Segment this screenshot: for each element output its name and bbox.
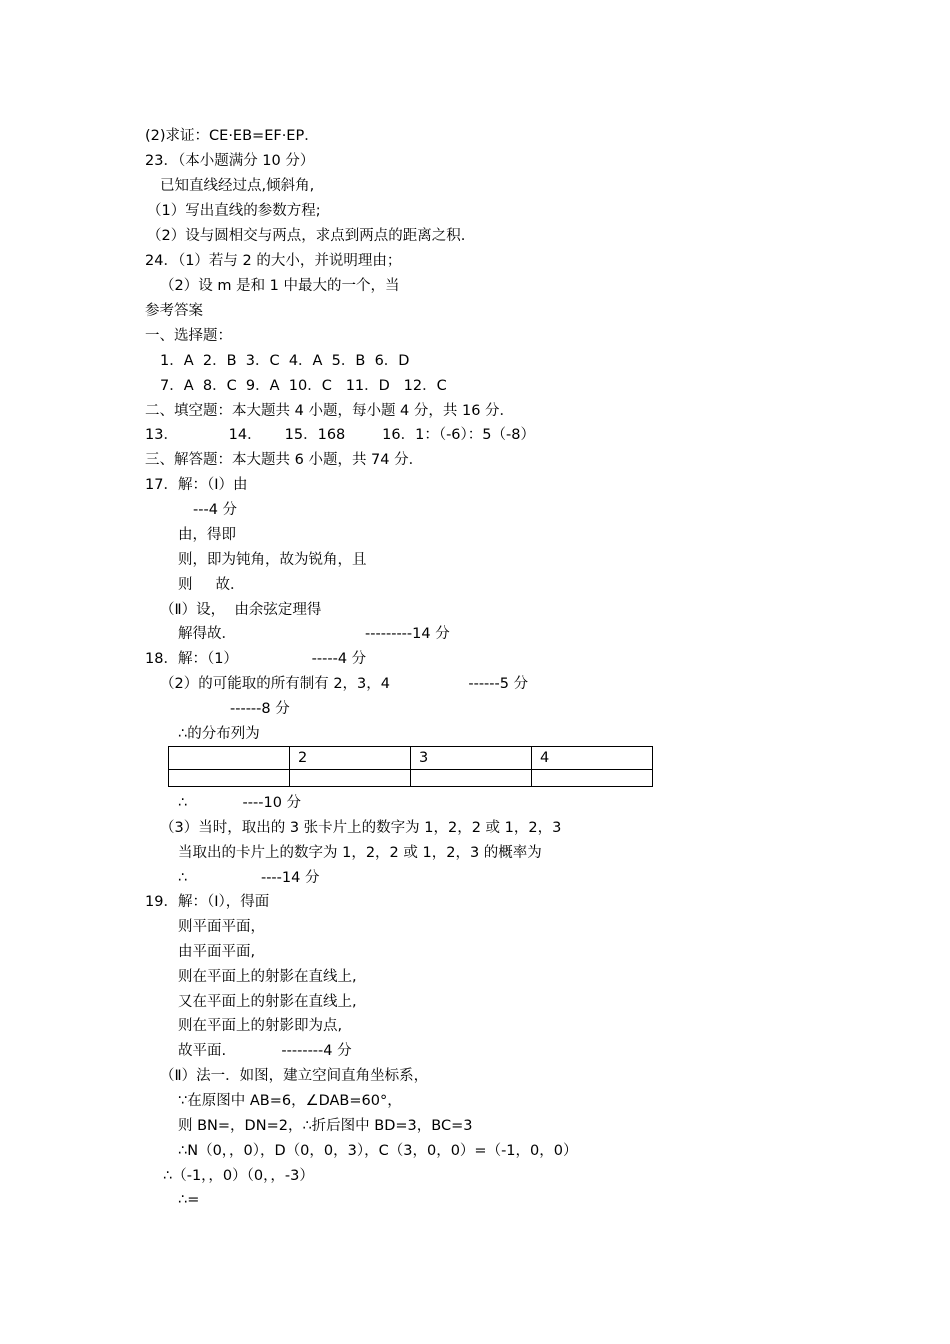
text-line: ∴= [178, 1192, 200, 1208]
text-line: （1）写出直线的参数方程; [147, 203, 321, 219]
text-line: 7．A 8．C 9．A 10．C 11．D 12．C [160, 378, 447, 394]
text-line: ---4 分 [193, 502, 238, 518]
text-line: 则 BN=，DN=2，∴折后图中 BD=3，BC=3 [178, 1118, 473, 1134]
table-cell [169, 747, 290, 770]
text-line: （2）的可能取的所有制有 2，3，4 ------5 分 [160, 676, 529, 692]
table-cell: 3 [411, 747, 532, 770]
text-line: (2)求证：CE·EB=EF·EP． [145, 128, 319, 144]
text-line: 23．（本小题满分 10 分） [145, 153, 315, 169]
text-line: 已知直线经过点,倾斜角, [160, 178, 315, 194]
text-line: 故平面. --------4 分 [178, 1043, 352, 1059]
text-line: （3）当时，取出的 3 张卡片上的数字为 1，2，2 或 1，2，3 [160, 820, 562, 836]
table-cell: 2 [290, 747, 411, 770]
text-line: 13． 14． 15．168 16．1：（-6）：5（-8） [145, 427, 535, 443]
text-line: （Ⅱ）法一．如图，建立空间直角坐标系， [160, 1068, 429, 1084]
text-line: 1．A 2．B 3．C 4．A 5．B 6．D [160, 353, 410, 369]
text-line: 参考答案 [145, 303, 203, 319]
text-line: ∴ ----10 分 [178, 795, 302, 811]
distribution-table [168, 746, 653, 787]
text-line: （2）设与圆相交与两点，求点到两点的距离之积. [147, 228, 466, 244]
text-line: ∴的分布列为 [178, 726, 260, 742]
text-line: 当取出的卡片上的数字为 1，2，2 或 1，2，3 的概率为 [178, 845, 542, 861]
table-cell [169, 770, 290, 787]
text-line: ∴（-1，，0）（0，，-3） [163, 1168, 314, 1184]
text-line: 三、解答题：本大题共 6 小题，共 74 分． [145, 452, 424, 468]
text-line: ∴N（0，，0），D（0，0，3），C（3，0，0）=（-1，0，0） [178, 1143, 578, 1159]
text-line: 17．解：（Ⅰ）由 [145, 477, 248, 493]
text-line: 由平面平面, [178, 944, 256, 960]
text-line: 则，即为钝角，故为锐角，且 [178, 552, 367, 568]
text-line: 则在平面上的射影即为点, [178, 1018, 343, 1034]
text-line: ∵在原图中 AB=6，∠DAB=60°， [178, 1093, 402, 1109]
text-line: ∴ ----14 分 [178, 870, 320, 886]
table-cell: 4 [532, 747, 653, 770]
text-line: 则 故． [178, 577, 245, 593]
text-line: 18．解：（1） -----4 分 [145, 651, 367, 667]
text-line: ------8 分 [230, 701, 290, 717]
table-cell [290, 770, 411, 787]
text-line: 19．解：（Ⅰ），得面 [145, 894, 270, 910]
text-line: 由，得即 [178, 527, 236, 543]
text-line: 一、选择题： [145, 328, 232, 344]
text-line: 则在平面上的射影在直线上, [178, 969, 357, 985]
table-cell [532, 770, 653, 787]
text-line: 则平面平面， [178, 919, 265, 935]
text-line: （Ⅱ）设， 由余弦定理得 [160, 602, 322, 618]
text-line: 又在平面上的射影在直线上, [178, 994, 357, 1010]
table-cell [411, 770, 532, 787]
text-line: 二、填空题：本大题共 4 小题，每小题 4 分，共 16 分． [145, 403, 515, 419]
text-line: （2）设 m 是和 1 中最大的一个，当 [160, 278, 400, 294]
text-line: 24．（1）若与 2 的大小，并说明理由； [145, 253, 402, 269]
text-line: 解得故． ---------14 分 [178, 626, 450, 642]
